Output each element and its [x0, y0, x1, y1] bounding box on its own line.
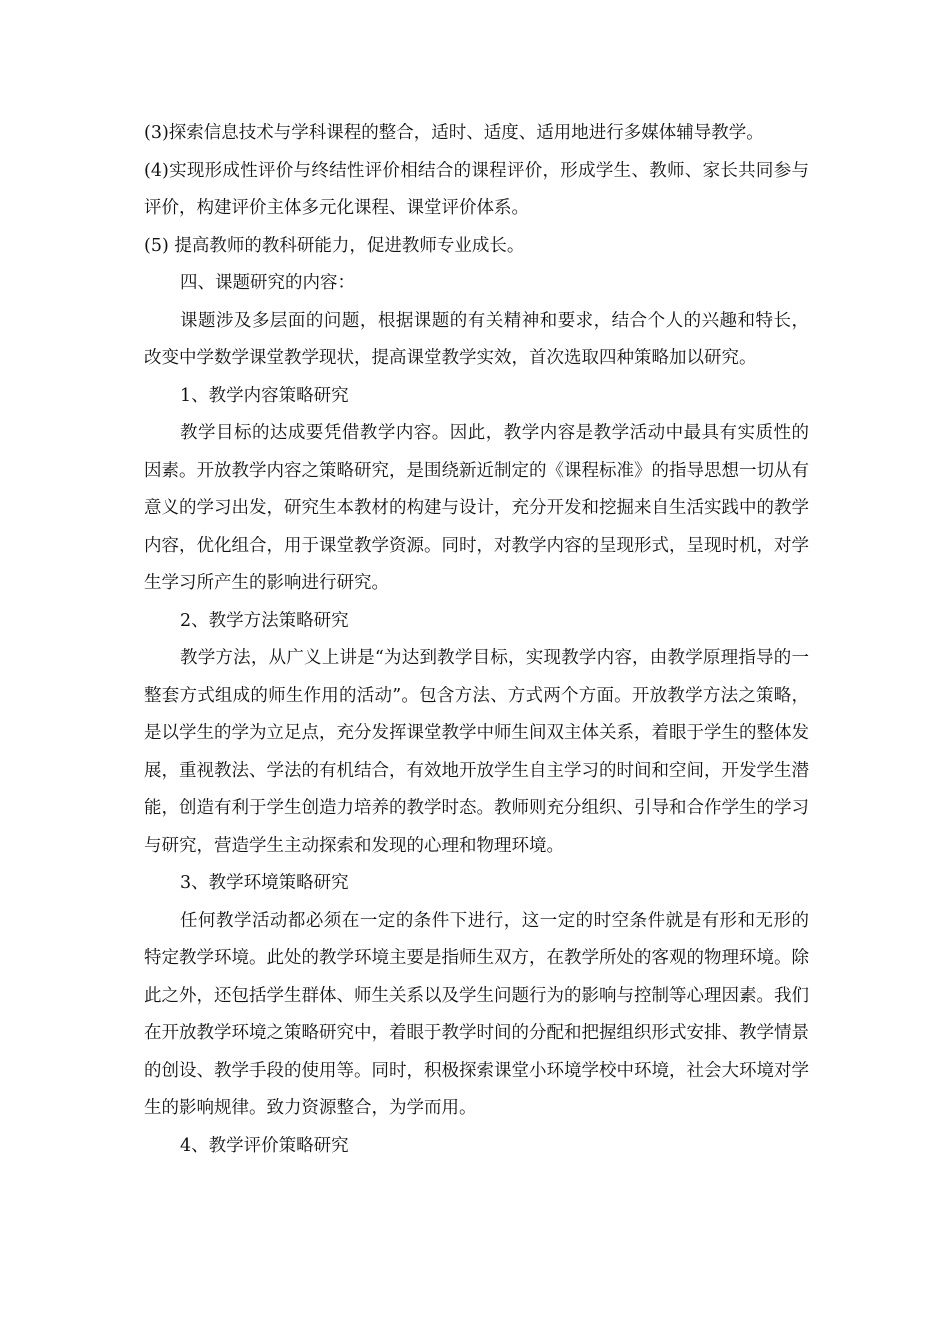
list-item-5: (5) 提高教师的教科研能力，促进教师专业成长。 — [144, 235, 525, 256]
subsection-body-environment: 任何教学活动都必须在一定的条件下进行，这一定的时空条件就是有形和无形的特定教学环境。此处的教学环境主要是指师生双方，在教学所处的客观的物理环境。除此之外，还包括学生群体、师生关系以及学生问题行为的影响与控制等心理因素。我们在开放教学环境之策略研究中，着眼于教学时间的分配和把握组织形式安排、教学情景的创设、教学手段的使用等。同时，积极探索课堂小环境学校中环境，社会大环境对学生的影响规律。致力资源整合，为学而用。 — [144, 910, 809, 1118]
list-item-4: (4)实现形成性评价与终结性评价相结合的课程评价，形成学生、教师、家长共同参与评价，构建评价主体多元化课程、课堂评价体系。 — [144, 160, 809, 218]
section-heading: 四、课题研究的内容： — [180, 273, 355, 293]
subsection-heading-method: 2、教学方法策略研究 — [180, 610, 349, 631]
subsection-heading-evaluation: 4、教学评价策略研究 — [180, 1135, 349, 1156]
intro-paragraph: 课题涉及多层面的问题，根据课题的有关精神和要求，结合个人的兴趣和特长，改变中学数学课堂教学现状，提高课堂教学实效，首次选取四种策略加以研究。 — [144, 310, 809, 368]
subsection-body-method: 教学方法，从广义上讲是“为达到教学目标，实现教学内容，由教学原理指导的一整套方式组成的师生作用的活动”。包含方法、方式两个方面。开放教学方法之策略，是以学生的学为立足点，充分发挥课堂教学中师生间双主体关系，着眼于学生的整体发展，重视教法、学法的有机结合，有效地开放学生自主学习的时间和空间，开发学生潜能，创造有利于学生创造力培养的教学时态。教师则充分组织、引导和合作学生的学习与研究，营造学生主动探索和发现的心理和物理环境。 — [144, 648, 809, 856]
subsection-heading-environment: 3、教学环境策略研究 — [180, 873, 349, 893]
subsection-heading-content: 1、教学内容策略研究 — [180, 385, 349, 406]
document-body — [144, 115, 809, 1165]
subsection-body-content: 教学目标的达成要凭借教学内容。因此，教学内容是教学活动中最具有实质性的因素。开放教学内容之策略研究，是围绕新近制定的《课程标准》的指导思想一切从有意义的学习出发，研究生本教材的构建与设计，充分开发和挖掘来自生活实践中的教学内容，优化组合，用于课堂教学资源。同时，对教学内容的呈现形式，呈现时机，对学生学习所产生的影响进行研究。 — [144, 423, 809, 593]
list-item-3: (3)探索信息技术与学科课程的整合，适时、适度、适用地进行多媒体辅导教学。 — [144, 123, 764, 143]
